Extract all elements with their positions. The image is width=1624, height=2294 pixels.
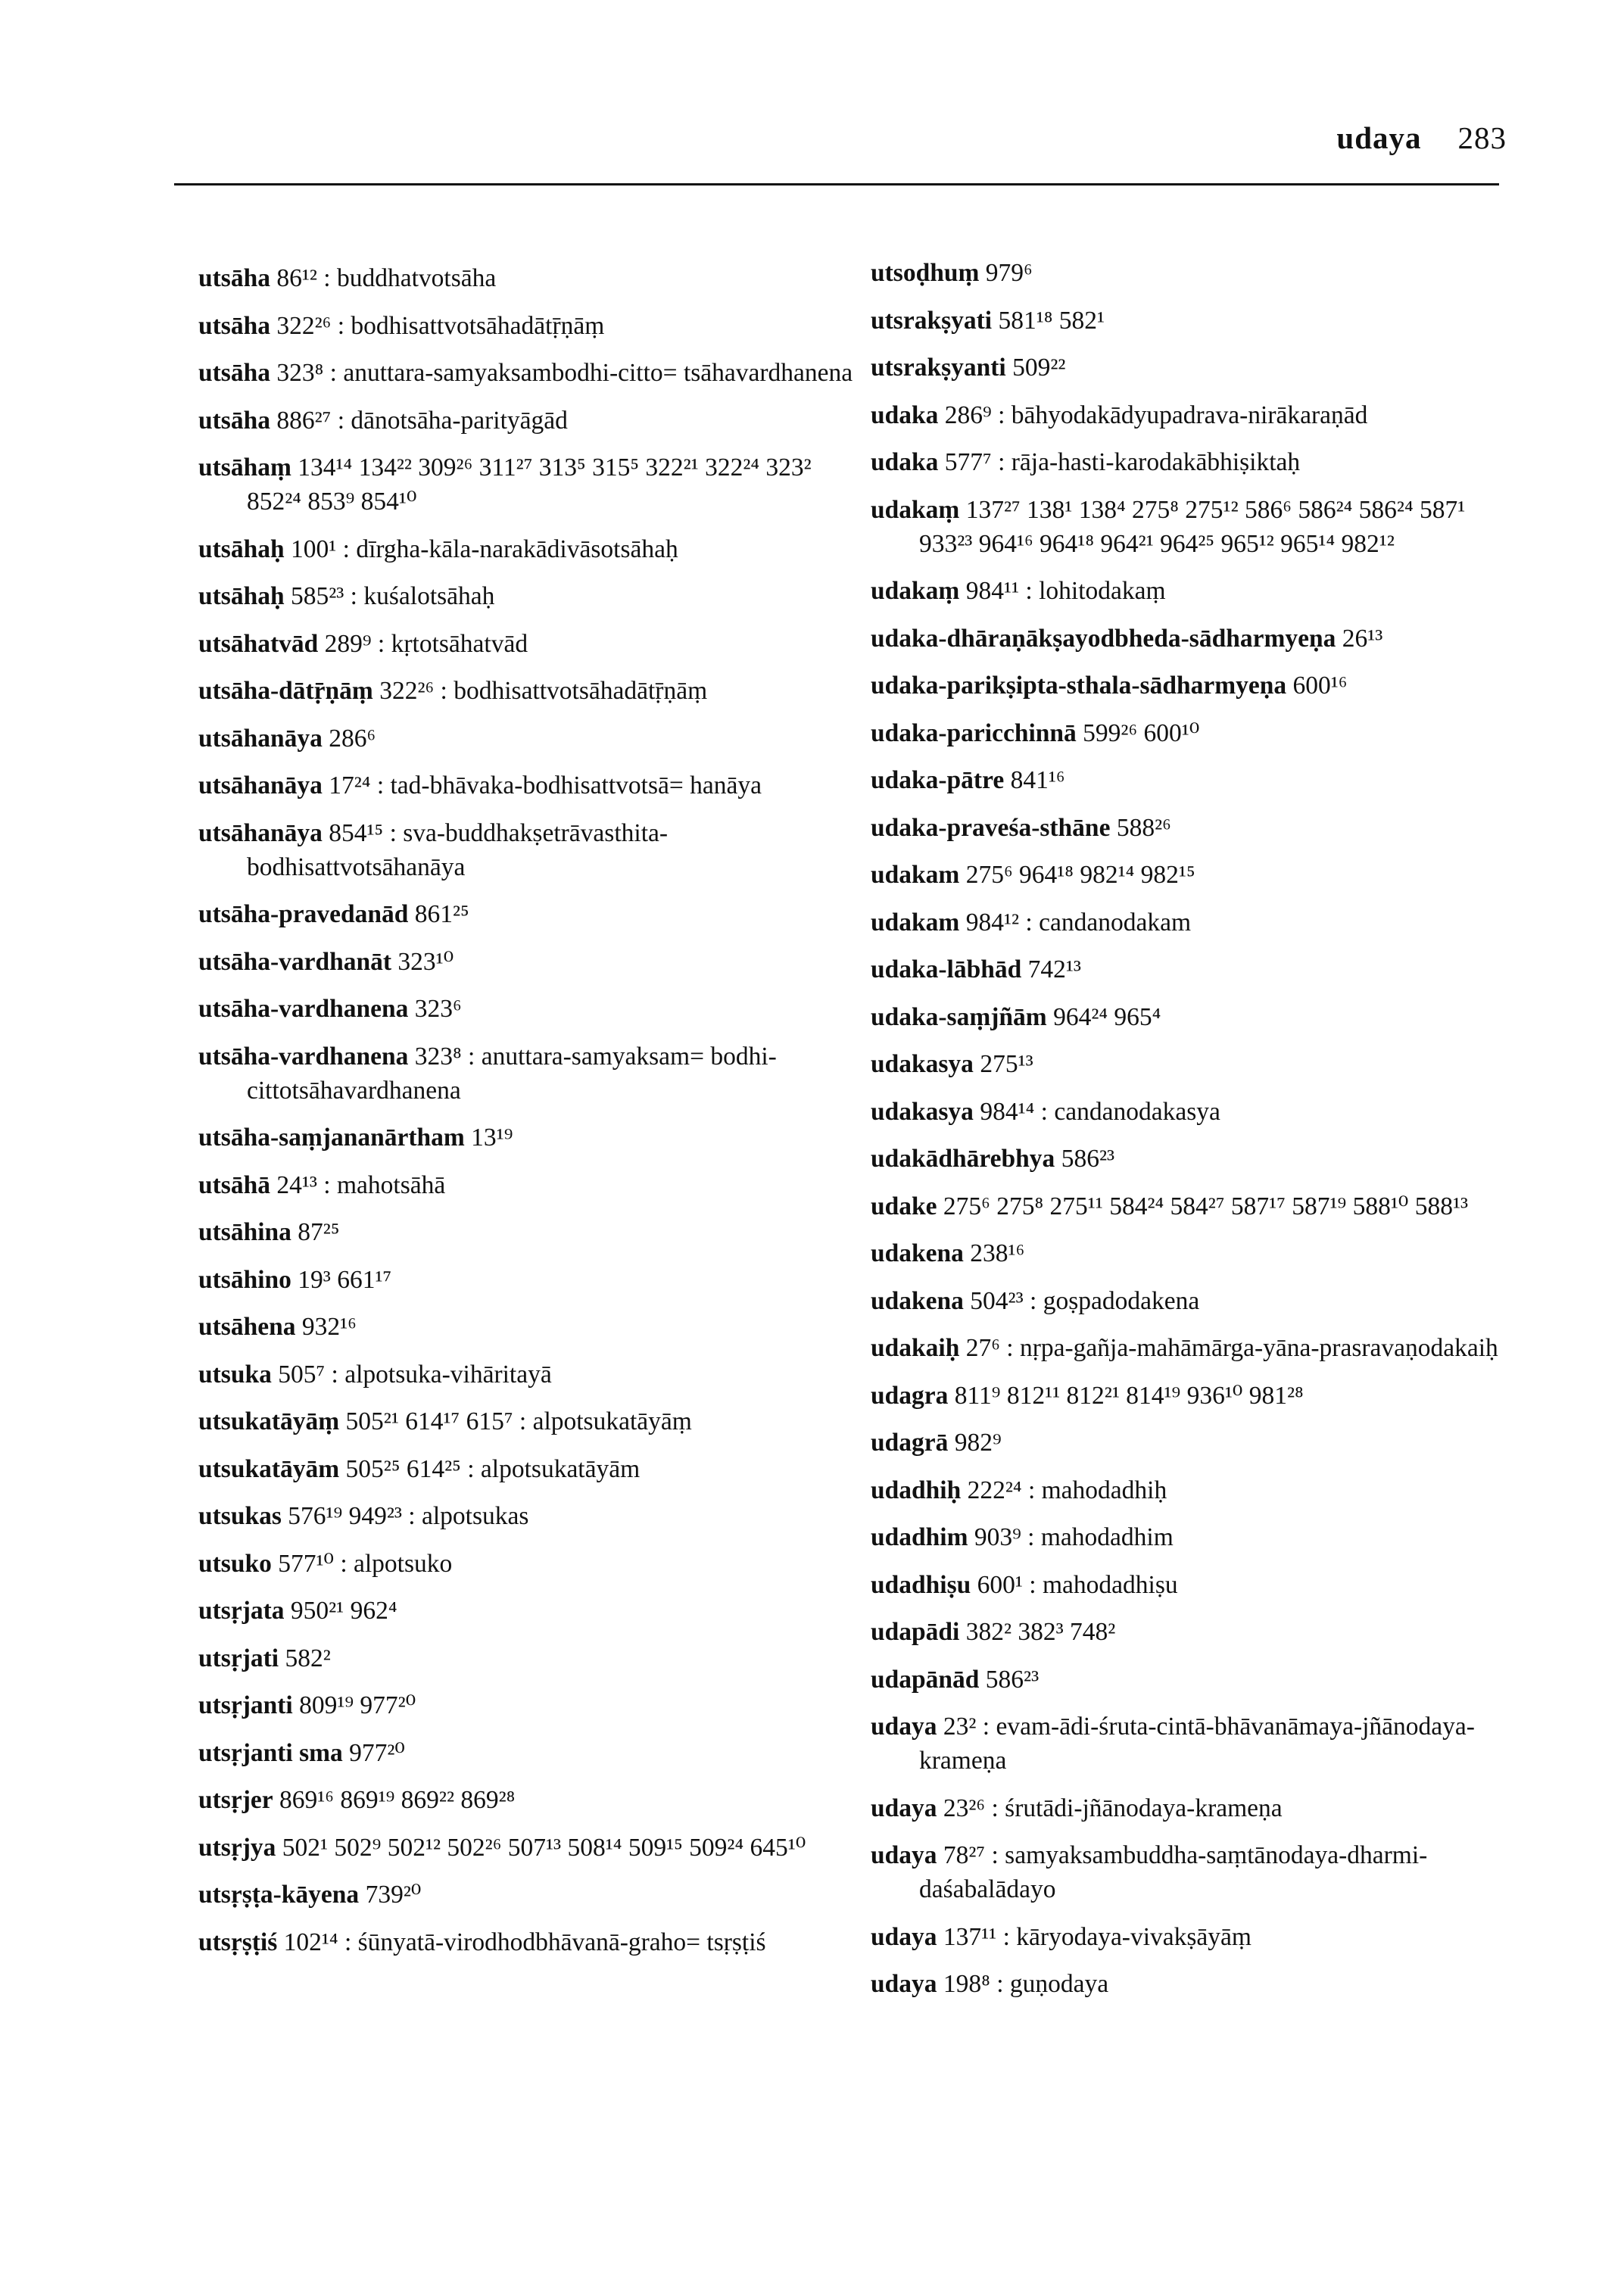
entry-gloss: śūnyatā-virodhodbhāvanā-graho= tsṛṣṭiś	[357, 1928, 766, 1956]
index-entry	[198, 1039, 865, 1108]
entry-gloss: mahotsāhā	[337, 1170, 446, 1199]
index-entry	[198, 945, 865, 979]
entry-lemma: udaka	[871, 448, 939, 476]
entry-references: 137²⁷ 138¹ 138⁴ 275⁸ 275¹² 586⁶ 586²⁴ 586²⁴ 587¹ 933²³ 964¹⁶ 964¹⁸ 964²¹ 964²⁵ 965¹² 965¹⁴ 982¹²	[919, 495, 1466, 558]
index-entry	[871, 669, 1514, 703]
entry-gloss: śrutādi-jñānodaya-krameṇa	[1005, 1794, 1283, 1822]
index-entry	[198, 1736, 865, 1770]
index-entry	[871, 445, 1514, 479]
entry-gloss: candanodakasya	[1054, 1097, 1220, 1126]
entry-lemma: utsāhā	[198, 1170, 270, 1199]
entry-references: 24¹³ :	[276, 1170, 331, 1199]
index-entry	[871, 811, 1514, 845]
index-entry	[871, 1473, 1514, 1507]
index-entry	[198, 1357, 865, 1392]
entry-references: 23²⁶ :	[943, 1794, 999, 1822]
entry-references: 323⁶	[414, 995, 462, 1023]
entry-lemma: udapānād	[871, 1665, 980, 1694]
entry-gloss: anuttara-samyaksam= bodhi-cittotsāhavardhanena	[247, 1042, 777, 1105]
entry-references: 861²⁵	[414, 900, 469, 928]
entry-references: 23² :	[943, 1713, 990, 1741]
entry-references: 17²⁴ :	[329, 771, 385, 799]
entry-lemma: udakasya	[871, 1097, 974, 1126]
entry-gloss: sva-buddhakṣetrāvasthita-bodhisattvotsāhanāya	[247, 818, 669, 881]
entry-gloss: bodhisattvotsāhadātṝṇāṃ	[351, 311, 605, 340]
entry-references: 87²⁵	[298, 1218, 340, 1246]
entry-references: 984¹⁴ :	[980, 1097, 1048, 1126]
entry-lemma: utsāha	[198, 264, 270, 292]
index-entry	[871, 256, 1514, 290]
entry-references: 984¹¹ :	[965, 577, 1033, 605]
entry-lemma: udakaiḥ	[871, 1334, 960, 1362]
entry-lemma: udaka-parikṣipta-sthala-sādharmyeṇa	[871, 672, 1287, 700]
entry-gloss: kuśalotsāhaḥ	[363, 582, 495, 610]
entry-gloss: candanodakam	[1039, 908, 1191, 937]
entry-lemma: udaka-paricchinnā	[871, 718, 1077, 747]
entry-lemma: udaya	[871, 1922, 937, 1951]
entry-references: 505²⁵ 614²⁵ :	[345, 1454, 475, 1483]
entry-lemma: udaka-lābhād	[871, 955, 1022, 983]
entry-references: 323¹⁰	[397, 947, 454, 976]
index-entry	[871, 1379, 1514, 1413]
entry-gloss: alpotsuko	[354, 1549, 453, 1578]
left-column	[198, 261, 865, 1972]
entry-lemma: utsṛjya	[198, 1833, 276, 1862]
entry-lemma: utsoḍhuṃ	[871, 259, 980, 287]
entry-references: 577¹⁰ :	[278, 1549, 348, 1578]
header-rule	[174, 183, 1499, 185]
index-entry	[871, 351, 1514, 385]
index-entry	[871, 1568, 1514, 1602]
entry-lemma: utsāhaḥ	[198, 535, 285, 563]
entry-references: 275¹³	[980, 1050, 1033, 1078]
index-entry	[871, 1000, 1514, 1034]
entry-references: 102¹⁴ :	[283, 1928, 352, 1956]
page-number: 283	[1457, 120, 1507, 155]
entry-gloss: samyaksambuddha-saṃtānodaya-dharmi-daśabalādayo	[919, 1841, 1428, 1903]
index-entry	[871, 493, 1514, 561]
entry-references: 323⁸ :	[414, 1042, 475, 1071]
entry-lemma: utsukatāyām	[198, 1454, 340, 1483]
index-entry	[198, 309, 865, 343]
entry-references: 982⁹	[954, 1429, 1002, 1457]
entry-lemma: udaka-dhāraṇākṣayodbheda-sādharmyeṇa	[871, 624, 1336, 653]
index-entry	[871, 1791, 1514, 1825]
entry-lemma: utsṛjata	[198, 1597, 285, 1625]
index-entry	[871, 304, 1514, 338]
index-entry	[871, 952, 1514, 986]
entry-gloss: alpotsukas	[422, 1502, 529, 1530]
index-entry	[198, 1547, 865, 1581]
entry-references: 811⁹ 812¹¹ 812²¹ 814¹⁹ 936¹⁰ 981²⁸	[954, 1381, 1304, 1410]
index-entry	[871, 1615, 1514, 1649]
entry-lemma: utsṛjanti	[198, 1691, 293, 1719]
entry-lemma: udadhiṣu	[871, 1570, 971, 1599]
entry-gloss: alpotsuka-vihāritayā	[344, 1360, 552, 1389]
entry-references: 505⁷ :	[278, 1360, 338, 1389]
entry-lemma: utsāhanāya	[198, 724, 323, 753]
index-entry	[198, 579, 865, 613]
entry-lemma: utsāha-dātṝṇāṃ	[198, 677, 373, 705]
entry-references: 502¹ 502⁹ 502¹² 502²⁶ 507¹³ 508¹⁴ 509¹⁵ 509²⁴ 645¹⁰	[282, 1833, 806, 1862]
index-entry	[198, 261, 865, 295]
entry-references: 78²⁷ :	[943, 1841, 999, 1869]
entry-lemma: utsṛṣṭiś	[198, 1928, 278, 1956]
index-entry	[198, 1831, 865, 1865]
entry-references: 809¹⁹ 977²⁰	[299, 1691, 416, 1719]
entry-references: 599²⁶ 600¹⁰	[1083, 718, 1200, 747]
index-entry	[871, 1095, 1514, 1129]
index-entry	[198, 404, 865, 438]
index-entry	[871, 1967, 1514, 2001]
index-entry	[198, 1404, 865, 1438]
entry-references: 222²⁴ :	[967, 1476, 1036, 1504]
entry-lemma: udaya	[871, 1970, 937, 1998]
index-entry	[871, 1520, 1514, 1554]
index-entry	[198, 722, 865, 756]
entry-lemma: utsāhena	[198, 1313, 296, 1341]
entry-lemma: utsāhaḥ	[198, 582, 285, 610]
entry-references: 841¹⁶	[1010, 766, 1065, 794]
index-entry	[871, 1710, 1514, 1778]
entry-lemma: utsṛṣṭa-kāyena	[198, 1881, 360, 1909]
entry-gloss: dānotsāha-parityāgād	[351, 406, 568, 435]
entry-references: 286⁹ :	[944, 401, 1005, 429]
entry-references: 600¹⁶	[1292, 672, 1348, 700]
entry-lemma: udaka-saṃjñām	[871, 1002, 1047, 1031]
entry-lemma: udake	[871, 1192, 937, 1220]
entry-references: 322²⁶ :	[276, 311, 344, 340]
entry-references: 509²²	[1012, 354, 1066, 382]
index-entry	[871, 1142, 1514, 1176]
entry-references: 134¹⁴ 134²² 309²⁶ 311²⁷ 313⁵ 315⁵ 322²¹ 322²⁴ 323² 852²⁴ 853⁹ 854¹⁰	[247, 454, 812, 516]
right-column	[871, 256, 1514, 2015]
entry-gloss: goṣpadodakena	[1043, 1286, 1200, 1315]
index-entry	[871, 1236, 1514, 1270]
entry-references: 964²⁴ 965⁴	[1053, 1002, 1161, 1031]
index-entry	[198, 1310, 865, 1344]
entry-references: 275⁶ 275⁸ 275¹¹ 584²⁴ 584²⁷ 587¹⁷ 587¹⁹ 588¹⁰ 588¹³	[943, 1192, 1469, 1220]
entry-gloss: kṛtotsāhatvād	[391, 629, 528, 658]
entry-lemma: udakam	[871, 908, 960, 937]
entry-lemma: udaya	[871, 1794, 937, 1822]
entry-lemma: udakena	[871, 1239, 964, 1267]
entry-references: 739²⁰	[365, 1881, 422, 1909]
entry-lemma: utsuka	[198, 1360, 272, 1389]
entry-lemma: udaya	[871, 1841, 937, 1869]
index-entry	[198, 674, 865, 708]
entry-references: 137¹¹ :	[943, 1922, 1010, 1951]
index-entry	[198, 1263, 865, 1297]
entry-lemma: utsṛjanti sma	[198, 1738, 343, 1767]
entry-lemma: udapādi	[871, 1618, 960, 1646]
index-entry	[198, 816, 865, 884]
index-entry	[871, 905, 1514, 940]
index-entry	[871, 1047, 1514, 1081]
index-entry	[198, 1499, 865, 1533]
entry-references: 585²³ :	[290, 582, 357, 610]
entry-gloss: bāhyodakādyupadrava-nirākaraṇād	[1011, 401, 1368, 429]
entry-references: 588²⁶	[1116, 813, 1171, 842]
entry-references: 505²¹ 614¹⁷ 615⁷ :	[345, 1407, 527, 1435]
index-entry	[871, 1838, 1514, 1906]
index-entry	[871, 716, 1514, 750]
entry-references: 932¹⁶	[301, 1313, 357, 1341]
entry-gloss: kāryodaya-vivakṣāyāṃ	[1016, 1922, 1252, 1951]
entry-references: 86¹² :	[276, 264, 331, 292]
entry-lemma: utsṛjati	[198, 1644, 279, 1672]
entry-gloss: buddhatvotsāha	[337, 264, 497, 292]
entry-lemma: utsrakṣyati	[871, 306, 993, 335]
entry-references: 19³ 661¹⁷	[298, 1265, 392, 1294]
entry-references: 742¹³	[1027, 955, 1081, 983]
entry-references: 577⁷ :	[944, 448, 1005, 476]
index-entry	[871, 1189, 1514, 1223]
index-entry	[198, 1783, 865, 1817]
index-entry	[198, 1452, 865, 1486]
index-entry	[198, 532, 865, 566]
entry-references: 322²⁶ :	[379, 677, 447, 705]
entry-lemma: utsāha	[198, 359, 270, 387]
entry-references: 26¹³	[1342, 624, 1383, 653]
index-entry	[871, 1331, 1514, 1365]
entry-lemma: utsāhanāya	[198, 818, 323, 847]
entry-references: 979⁶	[985, 259, 1033, 287]
entry-gloss: alpotsukatāyāṃ	[532, 1407, 692, 1435]
entry-lemma: utsāha-pravedanād	[198, 900, 409, 928]
entry-lemma: udagra	[871, 1381, 949, 1410]
entry-gloss: lohitodakaṃ	[1039, 577, 1166, 605]
running-headword: udaya	[1336, 120, 1422, 155]
entry-references: 854¹⁵ :	[329, 818, 397, 847]
entry-lemma: udakādhārebhya	[871, 1145, 1055, 1173]
entry-lemma: udakaṃ	[871, 577, 960, 605]
entry-lemma: udaka-pātre	[871, 766, 1005, 794]
index-entry	[871, 763, 1514, 797]
entry-lemma: udaya	[871, 1713, 937, 1741]
entry-lemma: utsāhatvād	[198, 629, 319, 658]
entry-references: 238¹⁶	[970, 1239, 1025, 1267]
index-entry	[198, 897, 865, 931]
entry-gloss: alpotsukatāyām	[480, 1454, 641, 1483]
index-entry	[871, 858, 1514, 892]
index-entry	[198, 1121, 865, 1155]
entry-references: 100¹ :	[290, 535, 350, 563]
entry-lemma: utsāha-vardhanena	[198, 1042, 409, 1071]
entry-lemma: udagrā	[871, 1429, 949, 1457]
entry-gloss: rāja-hasti-karodakābhiṣiktaḥ	[1011, 448, 1301, 476]
entry-lemma: utsāhina	[198, 1218, 291, 1246]
entry-references: 504²³ :	[970, 1286, 1037, 1315]
index-entry	[871, 574, 1514, 608]
index-entry	[198, 1594, 865, 1628]
index-entry	[871, 1426, 1514, 1460]
running-header	[1336, 120, 1507, 156]
entry-lemma: udadhim	[871, 1523, 968, 1551]
entry-lemma: utsāha-saṃjananārtham	[198, 1124, 465, 1152]
entry-gloss: nṛpa-gañja-mahāmārga-yāna-prasravaṇodakaiḥ	[1019, 1334, 1498, 1362]
entry-lemma: utsāha	[198, 311, 270, 340]
entry-lemma: utsukatāyāṃ	[198, 1407, 340, 1435]
index-entry	[198, 1688, 865, 1722]
entry-lemma: udadhiḥ	[871, 1476, 962, 1504]
entry-references: 586²³	[985, 1665, 1040, 1694]
entry-lemma: utsāhanāya	[198, 771, 323, 799]
entry-gloss: evam-ādi-śruta-cintā-bhāvanāmaya-jñānodaya-krameṇa	[919, 1713, 1475, 1775]
entry-references: 289⁹ :	[324, 629, 385, 658]
index-entry	[198, 450, 865, 519]
entry-gloss: mahodadhiḥ	[1041, 1476, 1167, 1504]
entry-gloss: guṇodaya	[1009, 1970, 1109, 1998]
entry-lemma: utsuko	[198, 1549, 272, 1578]
entry-references: 600¹ :	[977, 1570, 1036, 1599]
index-entry	[871, 1663, 1514, 1697]
entry-gloss: mahodadhiṣu	[1042, 1570, 1178, 1599]
entry-lemma: udakam	[871, 861, 960, 889]
index-entry	[198, 992, 865, 1026]
entry-references: 13¹⁹	[471, 1124, 513, 1152]
index-entry	[198, 1215, 865, 1249]
index-entry	[871, 622, 1514, 656]
entry-lemma: utsāhaṃ	[198, 454, 291, 482]
entry-references: 869¹⁶ 869¹⁹ 869²² 869²⁸	[279, 1786, 516, 1814]
entry-references: 586²³	[1061, 1145, 1115, 1173]
entry-references: 198⁸ :	[943, 1970, 1004, 1998]
entry-lemma: utsāhino	[198, 1265, 291, 1294]
entry-references: 275⁶ 964¹⁸ 982¹⁴ 982¹⁵	[965, 861, 1195, 889]
entry-references: 576¹⁹ 949²³ :	[288, 1502, 416, 1530]
entry-references: 977²⁰	[349, 1738, 405, 1767]
entry-references: 323⁸ :	[276, 359, 337, 387]
index-entry	[871, 1284, 1514, 1318]
entry-references: 886²⁷ :	[276, 406, 344, 435]
entry-lemma: udakasya	[871, 1050, 974, 1078]
entry-references: 950²¹ 962⁴	[290, 1597, 397, 1625]
entry-references: 581¹⁸ 582¹	[998, 306, 1105, 335]
entry-references: 984¹² :	[965, 908, 1033, 937]
index-entry	[871, 398, 1514, 432]
index-entry	[198, 356, 865, 390]
entry-gloss: mahodadhim	[1040, 1523, 1174, 1551]
index-entry	[198, 627, 865, 661]
index-entry	[198, 1641, 865, 1675]
index-entry	[198, 1878, 865, 1912]
index-entry	[871, 1920, 1514, 1954]
entry-references: 382² 382³ 748²	[965, 1618, 1116, 1646]
entry-references: 903⁹ :	[974, 1523, 1035, 1551]
entry-gloss: anuttara-samyaksambodhi-citto= tsāhavardhanena	[343, 359, 853, 387]
entry-references: 582²	[285, 1644, 331, 1672]
entry-references: 27⁶ :	[965, 1334, 1014, 1362]
entry-lemma: udakena	[871, 1286, 964, 1315]
entry-gloss: bodhisattvotsāhadātṝṇāṃ	[454, 677, 708, 705]
entry-lemma: utsāha-vardhanāt	[198, 947, 392, 976]
index-entry	[198, 768, 865, 803]
entry-gloss: tad-bhāvaka-bodhisattvotsā= hanāya	[390, 771, 762, 799]
entry-lemma: udaka	[871, 401, 939, 429]
entry-lemma: utsāha-vardhanena	[198, 995, 409, 1023]
entry-lemma: utsṛjer	[198, 1786, 273, 1814]
index-entry	[198, 1168, 865, 1202]
entry-references: 286⁶	[329, 724, 376, 753]
index-entry	[198, 1925, 865, 1959]
entry-lemma: udaka-praveśa-sthāne	[871, 813, 1111, 842]
entry-lemma: utsāha	[198, 406, 270, 435]
entry-lemma: utsukas	[198, 1502, 282, 1530]
entry-lemma: utsrakṣyanti	[871, 354, 1006, 382]
entry-gloss: dīrgha-kāla-narakādivāsotsāhaḥ	[356, 535, 678, 563]
entry-lemma: udakaṃ	[871, 495, 960, 524]
